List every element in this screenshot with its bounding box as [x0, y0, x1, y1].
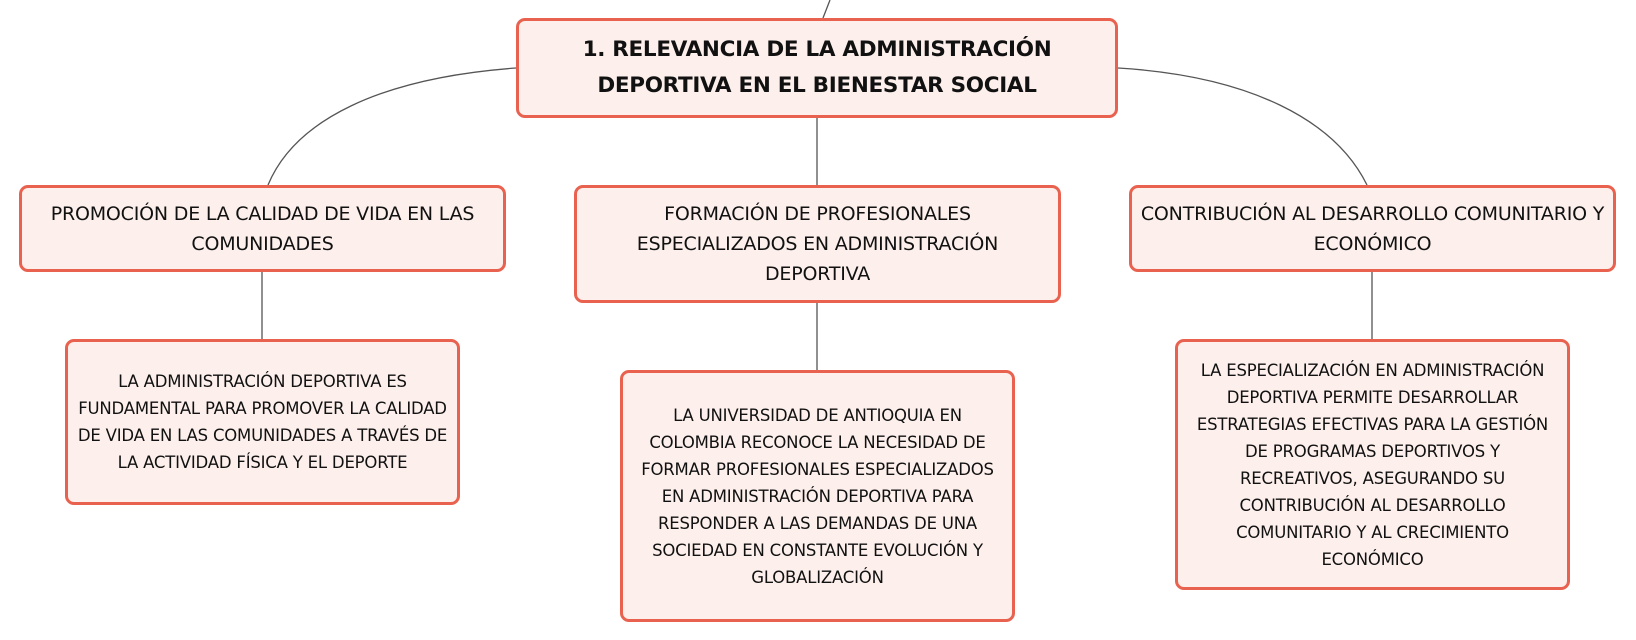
subtopic-label: FORMACIÓN DE PROFESIONALES ESPECIALIZADOS EN ADMINISTRACIÓN DEPORTIVA: [636, 203, 999, 285]
connector-root-to-left: [268, 68, 516, 185]
detail-node-formacion-profesionales[interactable]: [620, 370, 1015, 622]
connector-root-to-parent: [823, 0, 830, 18]
connector-root-to-right: [1118, 68, 1367, 185]
subtopic-node-calidad-de-vida[interactable]: [19, 185, 506, 272]
detail-text: LA UNIVERSIDAD DE ANTIOQUIA EN COLOMBIA RECONOCE LA NECESIDAD DE FORMAR PROFESIONALES ESPECIALIZADOS EN ADMINISTRACIÓN DEPORTIVA PARA RESPONDER A LAS DEMANDAS DE UNA SOCIEDAD EN CONSTANTE EVOLUCIÓN Y GLOBALIZACIÓN: [641, 405, 994, 587]
subtopic-label: CONTRIBUCIÓN AL DESARROLLO COMUNITARIO Y ECONÓMICO: [1140, 202, 1605, 255]
detail-node-calidad-de-vida[interactable]: [65, 339, 460, 505]
detail-text: LA ESPECIALIZACIÓN EN ADMINISTRACIÓN DEPORTIVA PERMITE DESARROLLAR ESTRATEGIAS EFECTIVAS PARA LA GESTIÓN DE PROGRAMAS DEPORTIVOS Y RECREATIVOS, ASEGURANDO SU CONTRIBUCIÓN AL DESARROLLO COMUNITARIO Y AL CRECIMIENTO ECONÓMICO: [1196, 360, 1549, 569]
subtopic-label: PROMOCIÓN DE LA CALIDAD DE VIDA EN LAS COMUNIDADES: [50, 202, 475, 255]
detail-text: LA ADMINISTRACIÓN DEPORTIVA ES FUNDAMENTAL PARA PROMOVER LA CALIDAD DE VIDA EN LAS COMUNIDADES A TRAVÉS DE LA ACTIVIDAD FÍSICA Y EL DEPORTE: [77, 372, 448, 472]
root-topic-title: 1. RELEVANCIA DE LA ADMINISTRACIÓN DEPORTIVA EN EL BIENESTAR SOCIAL: [582, 37, 1052, 98]
subtopic-node-desarrollo-comunitario[interactable]: [1129, 185, 1616, 272]
root-topic-node[interactable]: [516, 18, 1118, 118]
detail-node-desarrollo-comunitario[interactable]: [1175, 339, 1570, 590]
subtopic-node-formacion-profesionales[interactable]: [574, 185, 1061, 303]
